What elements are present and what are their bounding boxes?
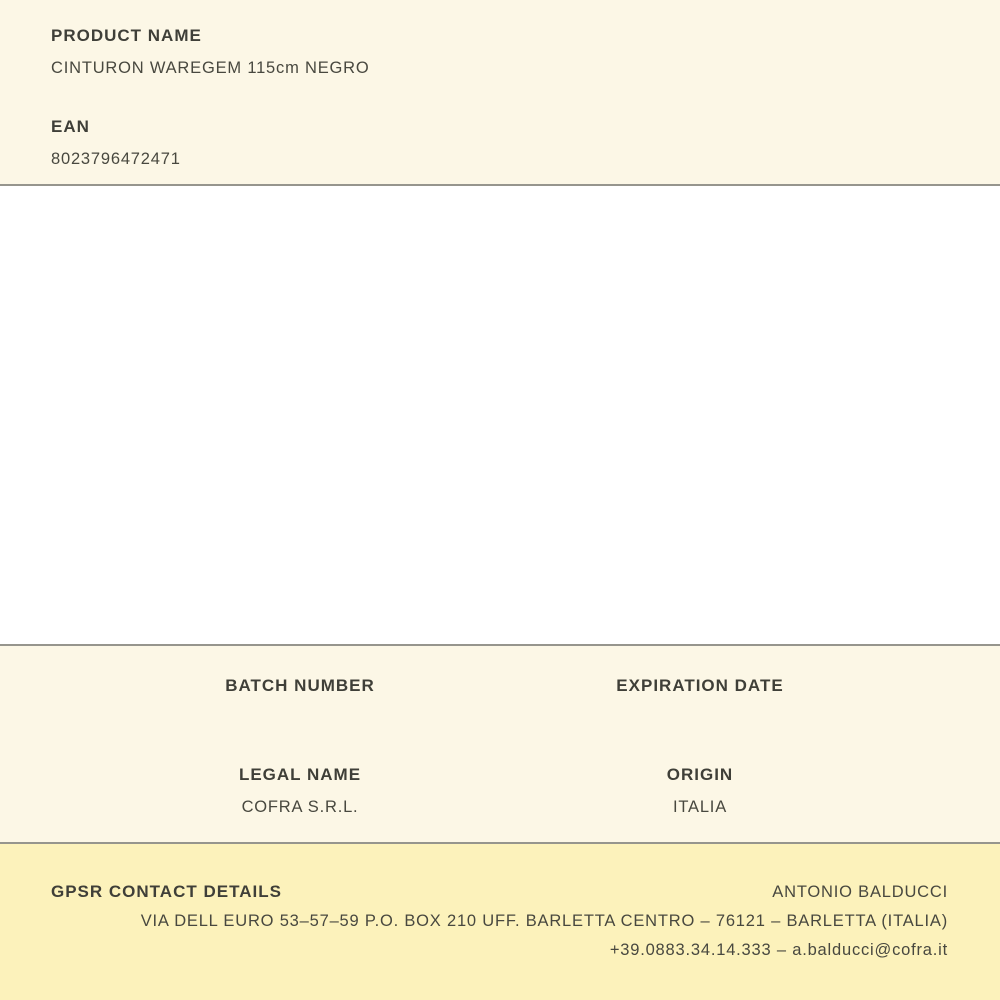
details-row-1 <box>100 676 900 728</box>
product-name-value: CINTURON WAREGEM 115cm NEGRO <box>51 59 370 77</box>
batch-number-cell <box>100 676 500 728</box>
details-section <box>0 646 1000 842</box>
gpsr-phone-email: +39.0883.34.14.333 – a.balducci@cofra.it <box>609 941 948 959</box>
origin-cell <box>500 765 900 817</box>
legal-name-label: LEGAL NAME <box>238 765 362 784</box>
expiration-date-label: EXPIRATION DATE <box>616 676 784 695</box>
product-name-field <box>51 26 949 78</box>
ean-label: EAN <box>51 117 90 136</box>
details-row-2 <box>100 765 900 817</box>
origin-label: ORIGIN <box>666 765 734 784</box>
batch-number-label: BATCH NUMBER <box>225 676 375 695</box>
origin-value: ITALIA <box>672 798 727 816</box>
gpsr-contact-name: ANTONIO BALDUCCI <box>772 883 948 901</box>
batch-number-value <box>100 708 500 728</box>
gpsr-address: VIA DELL EURO 53–57–59 P.O. BOX 210 UFF. BARLETTA CENTRO – 76121 – BARLETTA (ITALIA) <box>140 912 948 930</box>
product-info-section <box>0 0 1000 184</box>
product-name-label: PRODUCT NAME <box>51 26 202 45</box>
expiration-date-value <box>500 708 900 728</box>
gpsr-contact-section <box>0 844 1000 1000</box>
ean-value: 8023796472471 <box>51 150 181 168</box>
legal-name-value: COFRA S.R.L. <box>241 798 359 816</box>
gpsr-title: GPSR CONTACT DETAILS <box>51 882 282 901</box>
legal-name-cell <box>100 765 500 817</box>
expiration-date-cell <box>500 676 900 728</box>
product-image-placeholder <box>0 186 1000 644</box>
ean-field <box>51 117 949 169</box>
gpsr-header-row <box>51 882 948 902</box>
